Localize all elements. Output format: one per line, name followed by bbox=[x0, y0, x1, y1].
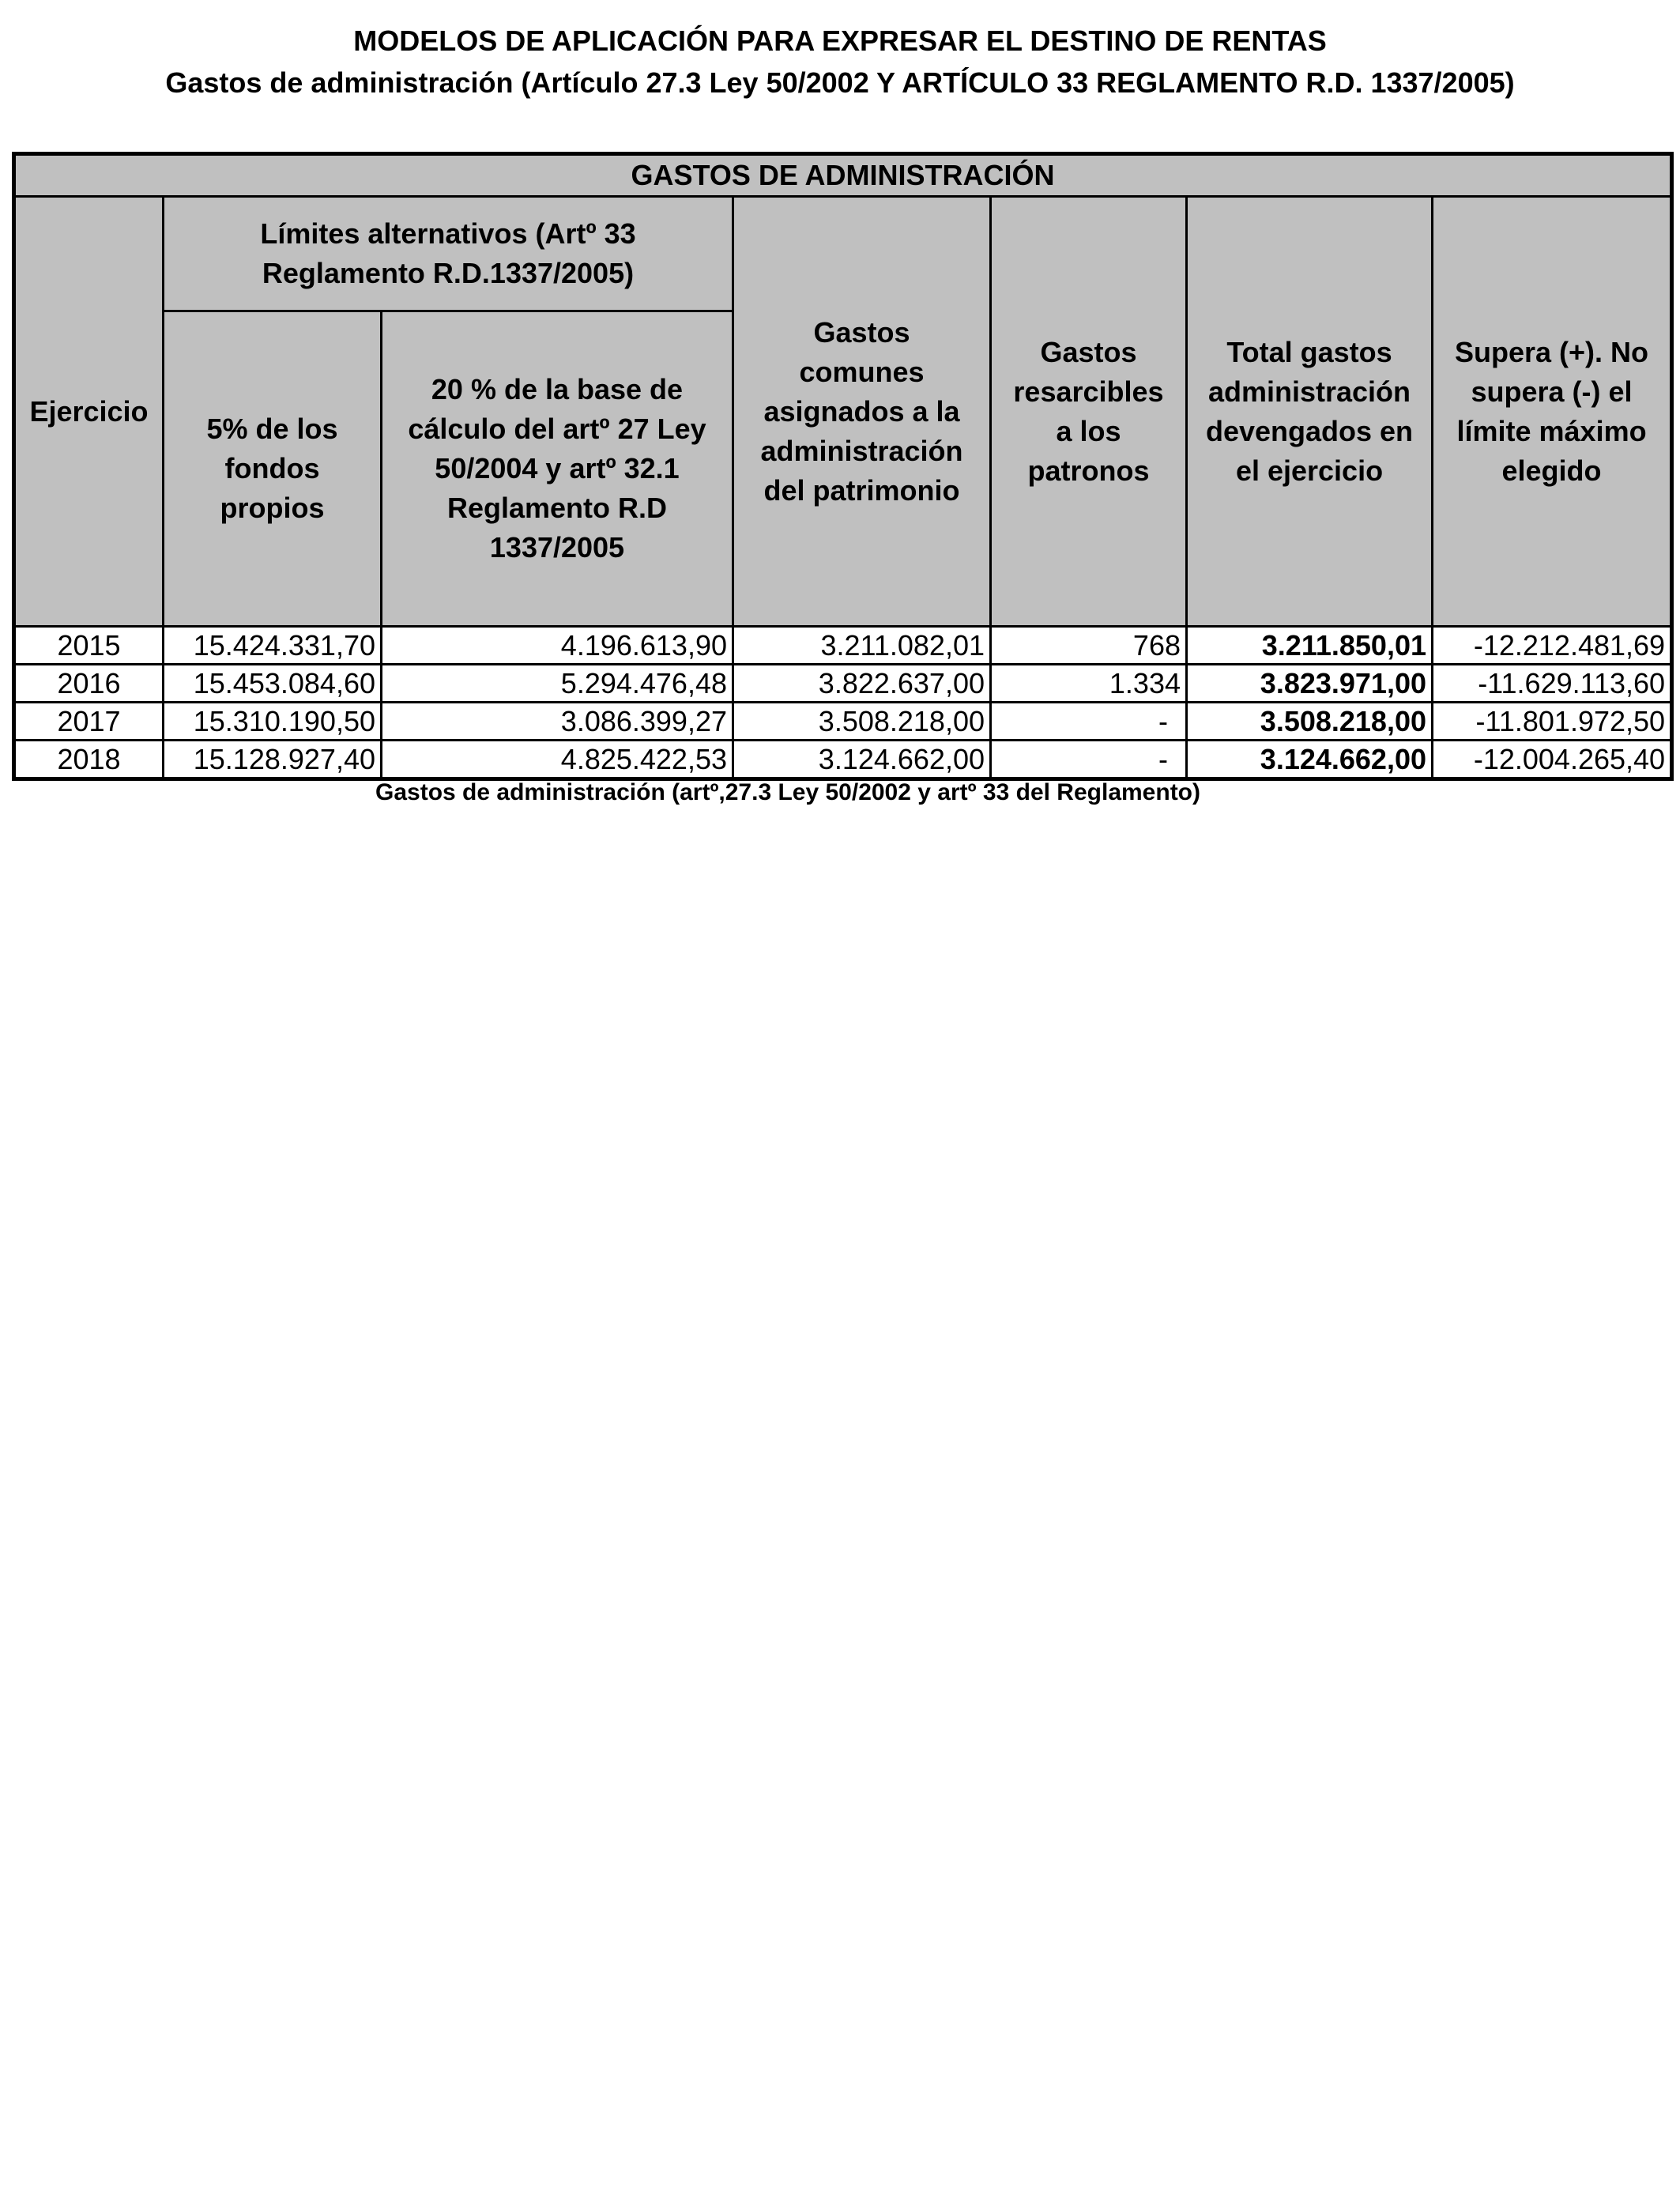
cell-supera: -11.801.972,50 bbox=[1433, 703, 1672, 741]
cell-supera: -12.004.265,40 bbox=[1433, 741, 1672, 779]
column-header-5pct-fondos-propios: 5% de los fondos propios bbox=[164, 311, 382, 627]
cell-ejercicio: 2018 bbox=[14, 741, 164, 779]
cell-ejercicio: 2017 bbox=[14, 703, 164, 741]
table-footnote: Gastos de administración (artº,27.3 Ley 50/2002 y artº 33 del Reglamento) bbox=[375, 779, 1200, 805]
table-band-title: GASTOS DE ADMINISTRACIÓN bbox=[14, 154, 1672, 197]
cell-20pct: 4.196.613,90 bbox=[382, 627, 733, 665]
cell-supera: -11.629.113,60 bbox=[1433, 665, 1672, 703]
table-row bbox=[14, 627, 1672, 665]
column-header-20pct-base-calculo: 20 % de la base de cálculo del artº 27 Ley 50/2004 y artº 32.1 Reglamento R.D 1337/2005 bbox=[382, 311, 733, 627]
table-row bbox=[14, 665, 1672, 703]
cell-total-gastos: 3.823.971,00 bbox=[1187, 665, 1433, 703]
column-header-gastos-comunes: Gastos comunes asignados a la administración del patrimonio bbox=[733, 197, 991, 627]
page-subtitle: Gastos de administración (Artículo 27.3 Ley 50/2002 Y ARTÍCULO 33 REGLAMENTO R.D. 1337/2005) bbox=[165, 66, 1515, 99]
table-row bbox=[14, 741, 1672, 779]
cell-5pct: 15.453.084,60 bbox=[164, 665, 382, 703]
cell-total-gastos: 3.124.662,00 bbox=[1187, 741, 1433, 779]
cell-total-gastos: 3.211.850,01 bbox=[1187, 627, 1433, 665]
cell-gastos-comunes: 3.822.637,00 bbox=[733, 665, 991, 703]
gastos-administracion-table bbox=[12, 152, 1674, 781]
cell-ejercicio: 2015 bbox=[14, 627, 164, 665]
page-title: MODELOS DE APLICACIÓN PARA EXPRESAR EL DESTINO DE RENTAS bbox=[353, 25, 1327, 57]
cell-gastos-comunes: 3.124.662,00 bbox=[733, 741, 991, 779]
column-group-limites-alternativos: Límites alternativos (Artº 33 Reglamento R.D.1337/2005) bbox=[164, 197, 733, 311]
cell-gastos-resarcibles: - bbox=[991, 741, 1187, 779]
cell-gastos-comunes: 3.508.218,00 bbox=[733, 703, 991, 741]
column-header-ejercicio: Ejercicio bbox=[14, 197, 164, 627]
cell-gastos-resarcibles: 1.334 bbox=[991, 665, 1187, 703]
cell-5pct: 15.424.331,70 bbox=[164, 627, 382, 665]
cell-gastos-resarcibles: - bbox=[991, 703, 1187, 741]
cell-ejercicio: 2016 bbox=[14, 665, 164, 703]
column-header-gastos-resarcibles: Gastos resarcibles a los patronos bbox=[991, 197, 1187, 627]
column-header-supera: Supera (+). No supera (-) el límite máximo elegido bbox=[1433, 197, 1672, 627]
cell-total-gastos: 3.508.218,00 bbox=[1187, 703, 1433, 741]
cell-20pct: 4.825.422,53 bbox=[382, 741, 733, 779]
cell-gastos-comunes: 3.211.082,01 bbox=[733, 627, 991, 665]
cell-5pct: 15.128.927,40 bbox=[164, 741, 382, 779]
cell-5pct: 15.310.190,50 bbox=[164, 703, 382, 741]
table-row bbox=[14, 703, 1672, 741]
cell-20pct: 5.294.476,48 bbox=[382, 665, 733, 703]
cell-gastos-resarcibles: 768 bbox=[991, 627, 1187, 665]
cell-supera: -12.212.481,69 bbox=[1433, 627, 1672, 665]
cell-20pct: 3.086.399,27 bbox=[382, 703, 733, 741]
column-header-total-gastos: Total gastos administración devengados en el ejercicio bbox=[1187, 197, 1433, 627]
